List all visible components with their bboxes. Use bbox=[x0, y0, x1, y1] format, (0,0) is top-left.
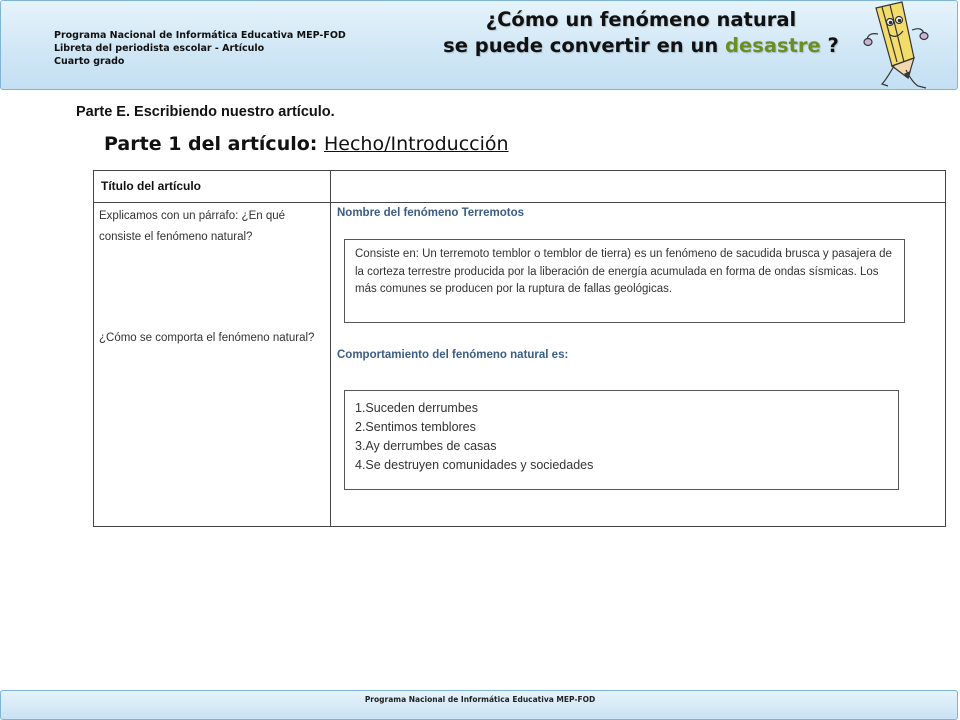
footer-banner bbox=[0, 690, 958, 720]
org-line-grade: Cuarto grado bbox=[54, 56, 125, 67]
article-table bbox=[93, 170, 946, 527]
page-title bbox=[421, 7, 861, 59]
behavior-item: 3.Ay derrumbes de casas bbox=[355, 439, 497, 453]
title-line-2-prefix: se puede convertir en un bbox=[443, 34, 726, 57]
behavior-item: 4.Se destruyen comunidades y sociedades bbox=[355, 458, 594, 472]
title-line-2-suffix: ? bbox=[820, 34, 839, 57]
question-consists: Explicamos con un párrafo: ¿En qué consiste el fenómeno natural? bbox=[99, 210, 286, 243]
row-divider bbox=[94, 202, 945, 203]
title-highlight: desastre bbox=[725, 34, 821, 57]
section-heading-parte-e: Parte E. Escribiendo nuestro artículo. bbox=[76, 104, 335, 120]
article-title-label: Título del artículo bbox=[101, 179, 202, 193]
behavior-answer-box bbox=[344, 390, 899, 490]
parte1-underlined: Hecho/Introducción bbox=[324, 133, 509, 155]
footer-text: Programa Nacional de Informática Educativa MEP-FOD bbox=[364, 695, 596, 704]
header-banner bbox=[0, 0, 958, 90]
phenomenon-name: Nombre del fenómeno Terremotos bbox=[337, 207, 525, 219]
org-line-program: Programa Nacional de Informática Educativa MEP-FOD bbox=[54, 30, 346, 41]
title-line-1: ¿Cómo un fenómeno natural bbox=[485, 8, 797, 31]
behavior-label: Comportamiento del fenómeno natural es: bbox=[337, 349, 569, 361]
organization-info bbox=[54, 29, 346, 68]
parte1-prefix: Parte 1 del artículo: bbox=[104, 133, 324, 155]
consists-answer-box: Consiste en: Un terremoto temblor o temblor de tierra) es un fenómeno de sacudida brusca y pasajera de la corteza terrestre producida por la liberación de energía acumulada en forma de ondas sísmicas. Los más comunes se producen por la ruptura de fallas geológicas. bbox=[344, 239, 905, 323]
title-line-2 bbox=[421, 33, 861, 59]
section-subheading-parte-1 bbox=[104, 133, 509, 155]
behavior-item: 2.Sentimos temblores bbox=[355, 420, 476, 434]
pencil-character-icon bbox=[862, 0, 930, 92]
question-behavior: ¿Cómo se comporta el fenómeno natural? bbox=[99, 332, 315, 344]
org-line-notebook: Libreta del periodista escolar - Artículo bbox=[54, 43, 265, 54]
behavior-item: 1.Suceden derrumbes bbox=[355, 401, 478, 415]
column-divider bbox=[330, 171, 331, 526]
